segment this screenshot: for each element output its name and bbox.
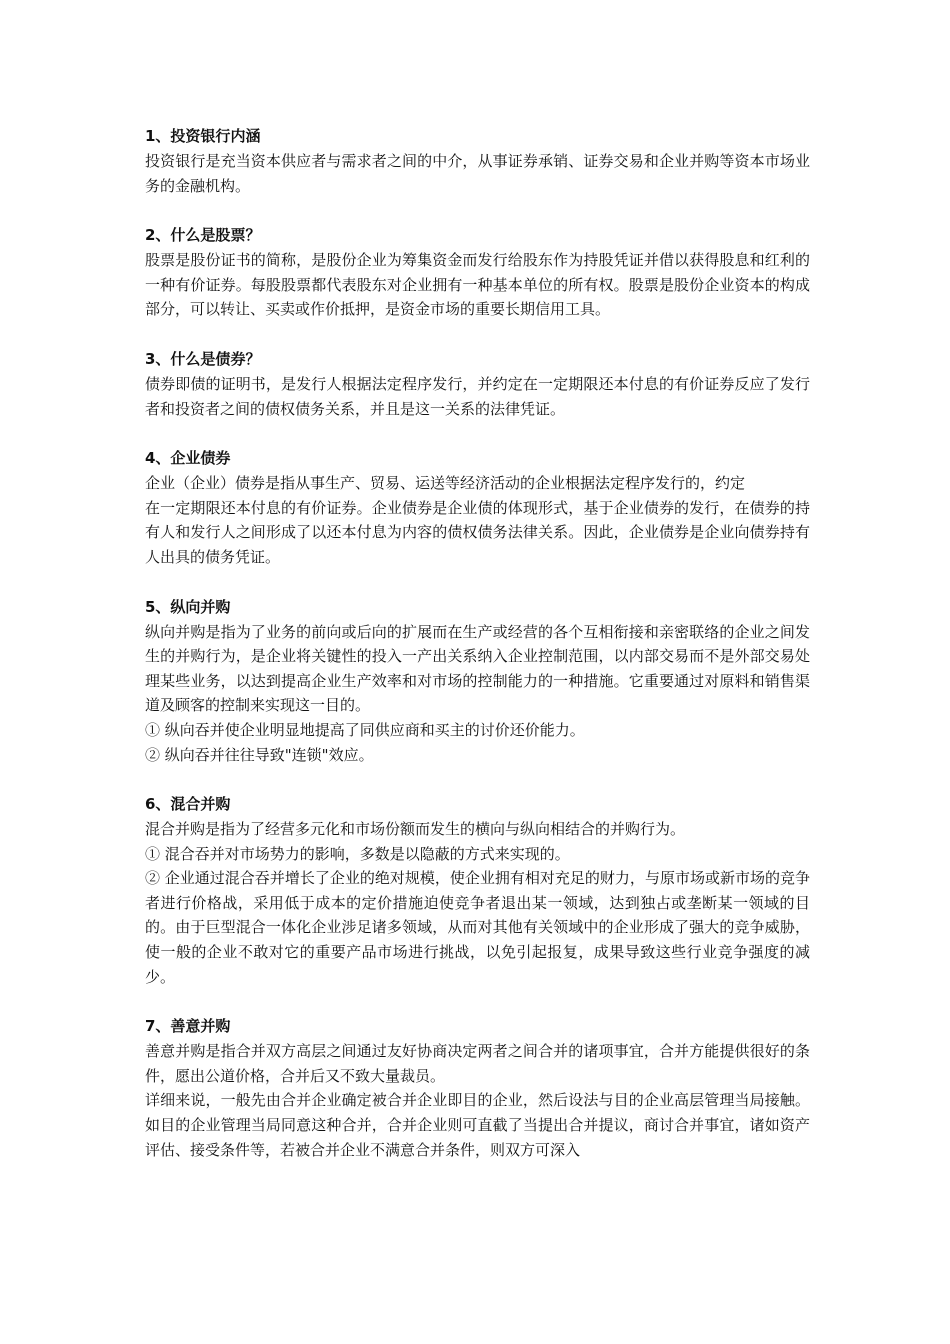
section-2	[145, 223, 810, 322]
section-3	[145, 347, 810, 421]
section-heading: 3、什么是债券？	[145, 349, 261, 368]
list-item: ① 混合吞并对市场势力的影响，多数是以隐蔽的方式来实现的。	[145, 844, 570, 863]
section-heading: 7、善意并购	[145, 1017, 231, 1036]
paragraph: 详细来说，一般先由合并企业确定被合并企业即目的企业，然后设法与目的企业高层管理当局接触。如目的企业管理当局同意这种合并，合并企业则可直截了当提出合并提议，商讨合并事宜，诸如资产评估、接受条件等，若被合并企业不满意合并条件，则双方可深入	[145, 1091, 810, 1159]
section-heading: 2、什么是股票？	[145, 226, 261, 245]
paragraph: 股票是股份证书的简称，是股份企业为筹集资金而发行给股东作为持股凭证并借以获得股息和红利的一种有价证券。每股股票都代表股东对企业拥有一种基本单位的所有权。股票是股份企业资本的构成部分，可以转让、买卖或作价抵押，是资金市场的重要长期信用工具。	[145, 251, 810, 319]
paragraph: 纵向并购是指为了业务的前向或后向的扩展而在生产或经营的各个互相衔接和亲密联络的企业之间发生的并购行为，是企业将关键性的投入一产出关系纳入企业控制范围，以内部交易而不是外部交易处理某些业务，以达到提高企业生产效率和对市场的控制能力的一种措施。它重要通过对原料和销售渠道及顾客的控制来实现这一目的。	[145, 622, 810, 715]
paragraph: 投资银行是充当资本供应者与需求者之间的中介，从事证券承销、证券交易和企业并购等资本市场业务的金融机构。	[145, 152, 810, 195]
list-item: ② 企业通过混合吞并增长了企业的绝对规模，使企业拥有相对充足的财力，与原市场或新市场的竞争者进行价格战，采用低于成本的定价措施迫使竞争者退出某一领域，达到独占或垄断某一领域的目的。由于巨型混合一体化企业涉足诸多领域，从而对其他有关领域中的企业形成了强大的竞争威胁，使一般的企业不敢对它的重要产品市场进行挑战，以免引起报复，成果导致这些行业竞争强度的减少。	[145, 869, 810, 986]
document-page	[145, 124, 810, 1187]
section-heading: 4、企业债券	[145, 449, 231, 468]
section-heading: 1、投资银行内涵	[145, 127, 261, 145]
paragraph: 善意并购是指合并双方高层之间通过友好协商决定两者之间合并的诸项事宜，合并方能提供很好的条件，愿出公道价格，合并后又不致大量裁员。	[145, 1042, 810, 1085]
paragraph: 混合并购是指为了经营多元化和市场份额而发生的横向与纵向相结合的并购行为。	[145, 820, 686, 839]
section-heading: 6、混合并购	[145, 795, 231, 814]
paragraph: 企业（企业）债券是指从事生产、贸易、运送等经济活动的企业根据法定程序发行的，约定	[145, 474, 746, 493]
list-item: ② 纵向吞并往往导致"连锁"效应。	[145, 745, 374, 764]
section-5	[145, 595, 810, 768]
section-6	[145, 792, 810, 989]
paragraph: 债券即债的证明书，是发行人根据法定程序发行，并约定在一定期限还本付息的有价证券反应了发行者和投资者之间的债权债务关系，并且是这一关系的法律凭证。	[145, 374, 810, 418]
paragraph: 在一定期限还本付息的有价证券。企业债券是企业债的体现形式，基于企业债券的发行，在债券的持有人和发行人之间形成了以还本付息为内容的债权债务法律关系。因此，企业债券是企业向债券持有人出具的债务凭证。	[145, 498, 810, 566]
section-heading: 5、纵向并购	[145, 597, 231, 616]
section-4	[145, 446, 810, 569]
section-7	[145, 1014, 810, 1162]
section-1	[145, 124, 810, 198]
list-item: ① 纵向吞并使企业明显地提高了同供应商和买主的讨价还价能力。	[145, 720, 585, 739]
